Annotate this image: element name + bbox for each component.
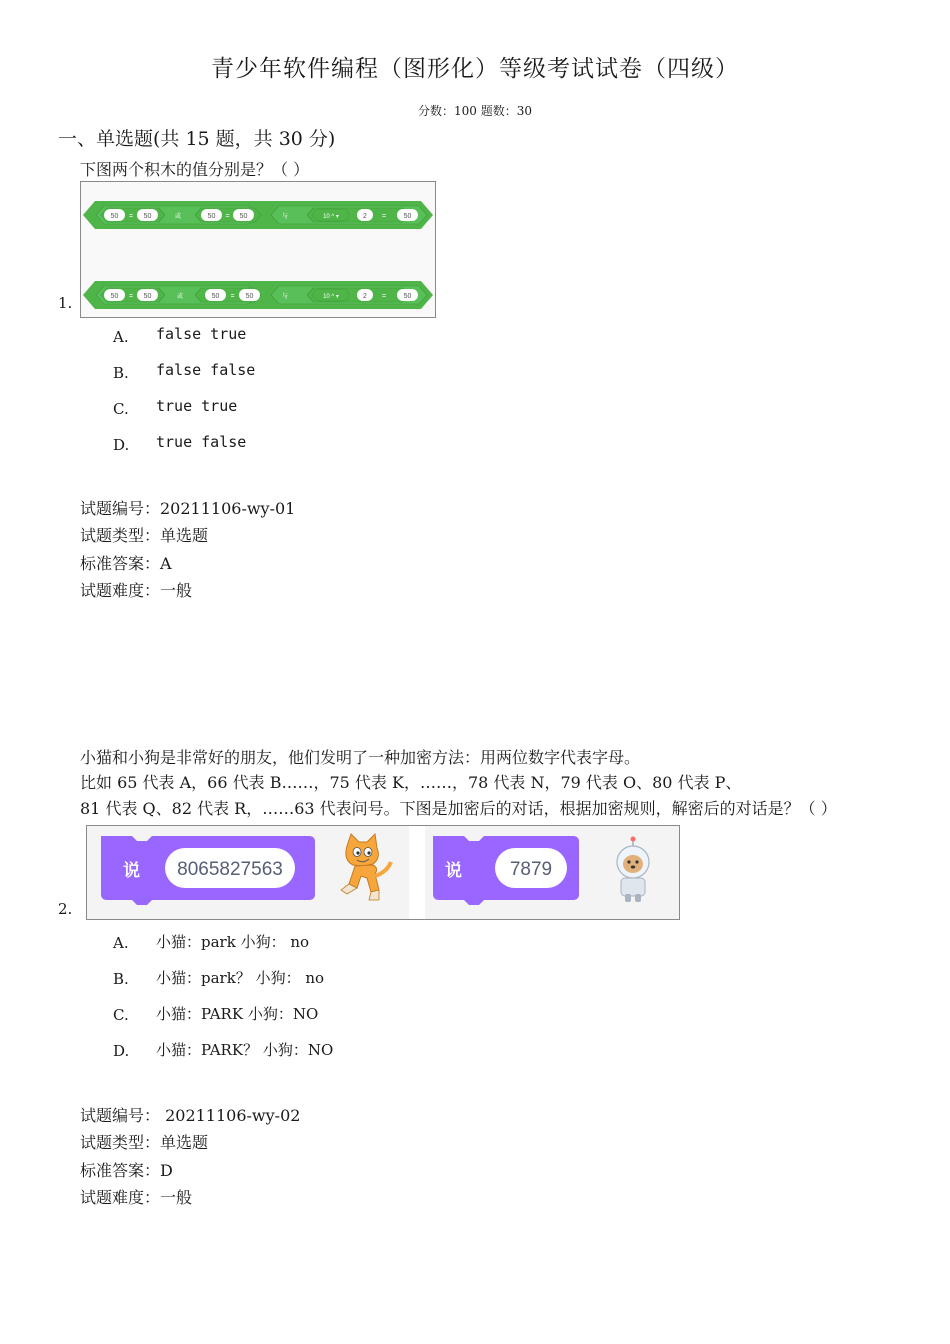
q1-option-b-text[interactable]: false false [156, 361, 256, 379]
dog-astronaut-sprite-icon [617, 837, 649, 903]
row2-value-f: 50 [403, 293, 412, 300]
row1-dropdown: 10 ^ ▾ [323, 214, 339, 220]
q2-question-id: 试题编号： 20211106-wy-02 [80, 1106, 301, 1125]
q1-option-d-letter: D. [113, 436, 130, 454]
q2-option-a-text[interactable]: 小猫：park 小狗： no [156, 933, 310, 951]
row2-value-e: 2 [363, 293, 367, 300]
row1-op3: = [381, 213, 387, 220]
row1-join-or: 或 [174, 214, 182, 220]
row1-op1: = [128, 213, 134, 220]
question-2-stem-line-3: 81 代表 Q、82 代表 R，……63 代表问号。下图是加密后的对话，根据加密规则，解密后的对话是？（ ） [80, 799, 837, 818]
q2-option-b-letter: B. [113, 970, 129, 988]
row2-dropdown: 10 ^ ▾ [323, 294, 339, 300]
row1-value-b: 50 [143, 213, 152, 220]
page-subtitle: 分数：100 题数：30 [418, 104, 532, 118]
question-2-stem-line-1: 小猫和小狗是非常好的朋友，他们发明了一种加密方法：用两位数字代表字母。 [80, 748, 641, 767]
row2-value-a: 50 [110, 293, 119, 300]
q1-option-b-letter: B. [113, 364, 129, 382]
question-2-number: 2. [58, 900, 73, 918]
row2-value-c: 50 [211, 293, 220, 300]
boolean-block-row-2 [83, 281, 433, 309]
page-title: 青少年软件编程（图形化）等级考试试卷（四级） [211, 56, 739, 82]
cat-sprite-icon [341, 834, 391, 900]
row1-value-c: 50 [207, 213, 216, 220]
boolean-blocks-image [81, 182, 435, 317]
cat-say-text: 8065827563 [177, 859, 283, 880]
q2-question-type: 试题类型：单选题 [80, 1133, 209, 1152]
say-blocks-image [87, 826, 679, 919]
q2-option-c-letter: C. [113, 1006, 129, 1024]
row1-value-d: 50 [239, 213, 248, 220]
q1-question-type: 试题类型：单选题 [80, 526, 209, 545]
row1-value-f: 50 [403, 213, 412, 220]
row2-join-and: 与 [281, 294, 289, 300]
question-2-figure [86, 825, 680, 920]
q1-difficulty: 试题难度：一般 [80, 581, 193, 600]
q2-standard-answer: 标准答案：D [80, 1161, 173, 1180]
boolean-block-row-1 [83, 201, 433, 229]
question-1-stem: 下图两个积木的值分别是？（ ） [80, 160, 310, 179]
q2-option-d-text[interactable]: 小猫：PARK？ 小狗：NO [156, 1041, 334, 1059]
cat-say-block [101, 836, 315, 905]
row1-value-a: 50 [110, 213, 119, 220]
section-title: 一、单选题(共 15 题，共 30 分) [58, 128, 336, 150]
row2-value-b: 50 [143, 293, 152, 300]
q1-standard-answer: 标准答案：A [80, 554, 172, 573]
figure-divider [409, 826, 425, 919]
q2-option-a-letter: A. [113, 934, 129, 952]
q1-option-a-letter: A. [113, 328, 129, 346]
row1-value-e: 2 [363, 213, 367, 220]
row1-join-and: 与 [281, 214, 289, 220]
row2-op1: = [128, 293, 134, 300]
row2-op2: = [230, 293, 235, 300]
dog-say-text: 7879 [509, 859, 553, 880]
question-1-number: 1. [58, 294, 73, 312]
dog-say-label: 说 [445, 861, 462, 881]
q2-option-d-letter: D. [113, 1042, 130, 1060]
q2-difficulty: 试题难度：一般 [80, 1188, 193, 1207]
q2-option-c-text[interactable]: 小猫：PARK 小狗：NO [156, 1005, 319, 1023]
q1-question-id: 试题编号：20211106-wy-01 [80, 499, 296, 518]
dog-say-block [433, 836, 579, 905]
q1-option-c-letter: C. [113, 400, 129, 418]
row2-value-d: 50 [245, 293, 254, 300]
q1-option-c-text[interactable]: true true [156, 397, 238, 415]
q1-option-a-text[interactable]: false true [156, 325, 247, 343]
question-1-figure [80, 181, 436, 318]
q2-option-b-text[interactable]: 小猫：park？ 小狗： no [156, 969, 325, 987]
question-2-stem-line-2: 比如 65 代表 A，66 代表 B……，75 代表 K，……，78 代表 N，79 代表 O、80 代表 P、 [80, 773, 742, 792]
row2-op3: = [381, 293, 387, 300]
row1-op2: = [225, 213, 230, 220]
cat-say-label: 说 [123, 861, 140, 881]
q1-option-d-text[interactable]: true false [156, 433, 247, 451]
row2-join-or: 或 [176, 294, 184, 300]
